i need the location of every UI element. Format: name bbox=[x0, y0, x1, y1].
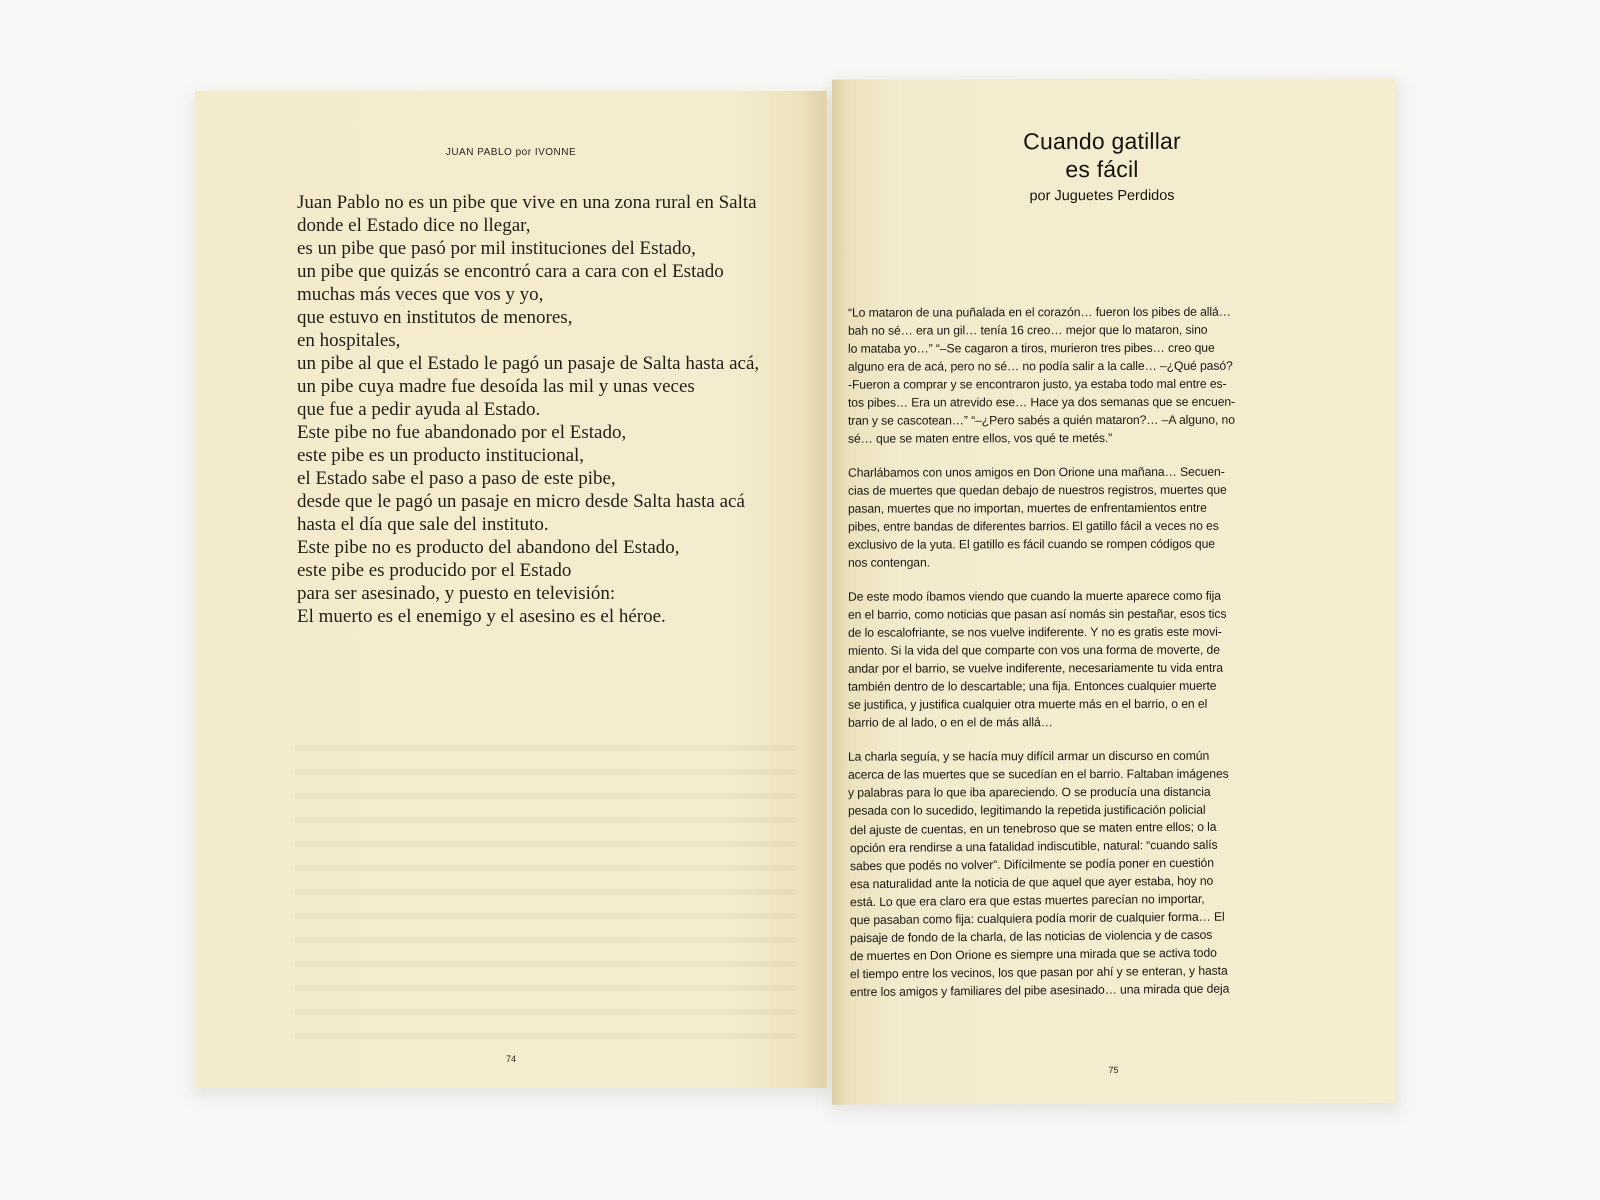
text-line: entre los amigos y familiares del pibe asesinado… una mirada que deja bbox=[849, 981, 1230, 1000]
poem-line: es un pibe que pasó por mil instituciones del Estado, bbox=[297, 238, 696, 259]
running-head: JUAN PABLO por IVONNE bbox=[445, 147, 577, 158]
article-body bbox=[848, 303, 1278, 1016]
poem-line: este pibe es producido por el Estado bbox=[297, 560, 572, 581]
text-line: De este modo íbamos viendo que cuando la muerte aparece como fija bbox=[848, 588, 1221, 604]
text-line: de muertes en Don Orione es siempre una mirada que se activa todo bbox=[849, 945, 1217, 964]
paragraph bbox=[848, 303, 1278, 448]
text-line: -Fueron a comprar y se encontraron justo, ya estaba todo mal entre es- bbox=[848, 376, 1227, 392]
text-line: pibes, entre bandas de diferentes barrios. El gatillo fácil a veces no es bbox=[848, 518, 1219, 534]
text-line: que pasaban como fija: cualquiera podía morir de cualquier forma… El bbox=[849, 909, 1225, 928]
poem-line: un pibe cuya madre fue desoída las mil y unas veces bbox=[297, 376, 695, 397]
text-line: tos pibes… Era un atrevido ese… Hace ya dos semanas que se encuen- bbox=[848, 394, 1236, 410]
poem bbox=[297, 191, 807, 628]
poem-line: un pibe que quizás se encontró cara a cara con el Estado bbox=[297, 261, 724, 282]
text-line: miento. Si la vida del que comparte con vos una forma de moverte, de bbox=[848, 642, 1220, 658]
text-line: y palabras para lo que iba apareciendo. O se producía una distancia bbox=[848, 784, 1211, 800]
poem-line: muchas más veces que vos y yo, bbox=[297, 284, 544, 305]
text-line: de lo escalofriante, se nos vuelve indiferente. Y no es gratis este movi- bbox=[848, 624, 1222, 640]
article-title-line: Cuando gatillar bbox=[1023, 127, 1181, 155]
text-line: Charlábamos con unos amigos en Don Orione una mañana… Secuen- bbox=[848, 464, 1225, 480]
poem-line: un pibe al que el Estado le pagó un pasaje de Salta hasta acá, bbox=[297, 353, 760, 374]
poem-line: Este pibe no es producto del abandono del Estado, bbox=[297, 537, 680, 558]
left-page bbox=[195, 91, 827, 1088]
text-line: sabes que podés no volver”. Difícilmente se podía poner en cuestión bbox=[849, 855, 1214, 874]
text-line: está. Lo que era claro era que estas muertes parecían no importar, bbox=[849, 891, 1205, 910]
poem-line: desde que le pagó un pasaje en micro desde Salta hasta acá bbox=[297, 491, 745, 512]
poem-line: en hospitales, bbox=[297, 330, 401, 351]
poem-line: Este pibe no fue abandonado por el Estado, bbox=[297, 422, 627, 443]
paragraph bbox=[848, 587, 1278, 732]
show-through-text bbox=[295, 731, 795, 1051]
text-line: exclusivo de la yuta. El gatillo es fácil cuando se rompen códigos que bbox=[848, 536, 1215, 552]
text-line: La charla seguía, y se hacía muy difícil armar un discurso en común bbox=[848, 748, 1210, 764]
poem-line: este pibe es un producto institucional, bbox=[297, 445, 585, 466]
text-line: andar por el barrio, se vuelve indiferente, necesariamente tu vida entra bbox=[848, 660, 1223, 676]
text-line: tran y se cascotean…” “–¿Pero sabés a quién mataron?… –A alguno, no bbox=[848, 412, 1235, 428]
right-page bbox=[832, 78, 1395, 1104]
text-line: se justifica, y justifica cualquier otra muerte más en el barrio, o en el bbox=[848, 696, 1208, 712]
article-header bbox=[912, 127, 1292, 207]
text-line: barrio de al lado, o en el de más allá… bbox=[848, 715, 1053, 730]
text-line: pasan, muertes que no importan, muertes de enfrentamientos entre bbox=[848, 500, 1207, 516]
text-line: sé… que se maten entre ellos, vos qué te metés.” bbox=[848, 431, 1113, 446]
text-line: cias de muertes que quedan debajo de nuestros registros, muertes que bbox=[848, 482, 1227, 498]
poem-line: Juan Pablo no es un pibe que vive en una zona rural en Salta bbox=[297, 192, 757, 213]
poem-line: donde el Estado dice no llegar, bbox=[297, 215, 531, 236]
poem-line: El muerto es el enemigo y el asesino es el héroe. bbox=[297, 606, 666, 627]
page-number: 74 bbox=[505, 1054, 516, 1064]
text-line: el tiempo entre los vecinos, los que pasan por ahí y se enteran, y hasta bbox=[849, 963, 1228, 982]
text-line: nos contengan. bbox=[848, 555, 930, 570]
text-line: acerca de las muertes que se sucedían en el barrio. Faltaban imágenes bbox=[848, 766, 1229, 782]
text-line: bah no sé… era un gil… tenía 16 creo… mejor que lo mataron, sino bbox=[848, 322, 1208, 338]
text-line: esa naturalidad ante la noticia de que aquel que ayer estaba, hoy no bbox=[849, 873, 1214, 892]
paragraph bbox=[848, 463, 1278, 572]
text-line: lo mataba yo…” “–Se cagaron a tiros, murieron tres pibes… creo que bbox=[848, 340, 1215, 356]
poem-line: el Estado sabe el paso a paso de este pibe, bbox=[297, 468, 616, 489]
text-line: “Lo mataron de una puñalada en el corazón… fueron los pibes de allá… bbox=[848, 304, 1231, 320]
byline: por Juguetes Perdidos bbox=[1029, 187, 1175, 205]
article-title-line: es fácil bbox=[1065, 155, 1139, 183]
text-line: del ajuste de cuentas, en un tenebroso que se maten entre ellos; o la bbox=[849, 819, 1217, 838]
text-line: pesada con lo sucedido, legitimando la repetida justificación policial bbox=[848, 802, 1206, 818]
text-line: paisaje de fondo de la charla, de las noticias de violencia y de casos bbox=[849, 927, 1213, 946]
paragraph bbox=[848, 747, 1278, 1000]
poem-line: que estuvo en institutos de menores, bbox=[297, 307, 573, 328]
poem-line: hasta el día que sale del instituto. bbox=[297, 514, 549, 535]
text-line: en el barrio, como noticias que pasan así nomás sin pestañar, esos tics bbox=[848, 606, 1227, 622]
text-line: alguno era de acá, pero no sé… no podía salir a la calle… –¿Qué pasó? bbox=[848, 358, 1233, 374]
text-line: opción era rendirse a una fatalidad indiscutible, natural: “cuando salís bbox=[849, 837, 1218, 856]
poem-line: que fue a pedir ayuda al Estado. bbox=[297, 399, 541, 420]
poem-line: para ser asesinado, y puesto en televisión: bbox=[297, 583, 616, 604]
page-number: 75 bbox=[1108, 1064, 1119, 1076]
text-line: también dentro de lo descartable; una fija. Entonces cualquier muerte bbox=[848, 678, 1217, 694]
